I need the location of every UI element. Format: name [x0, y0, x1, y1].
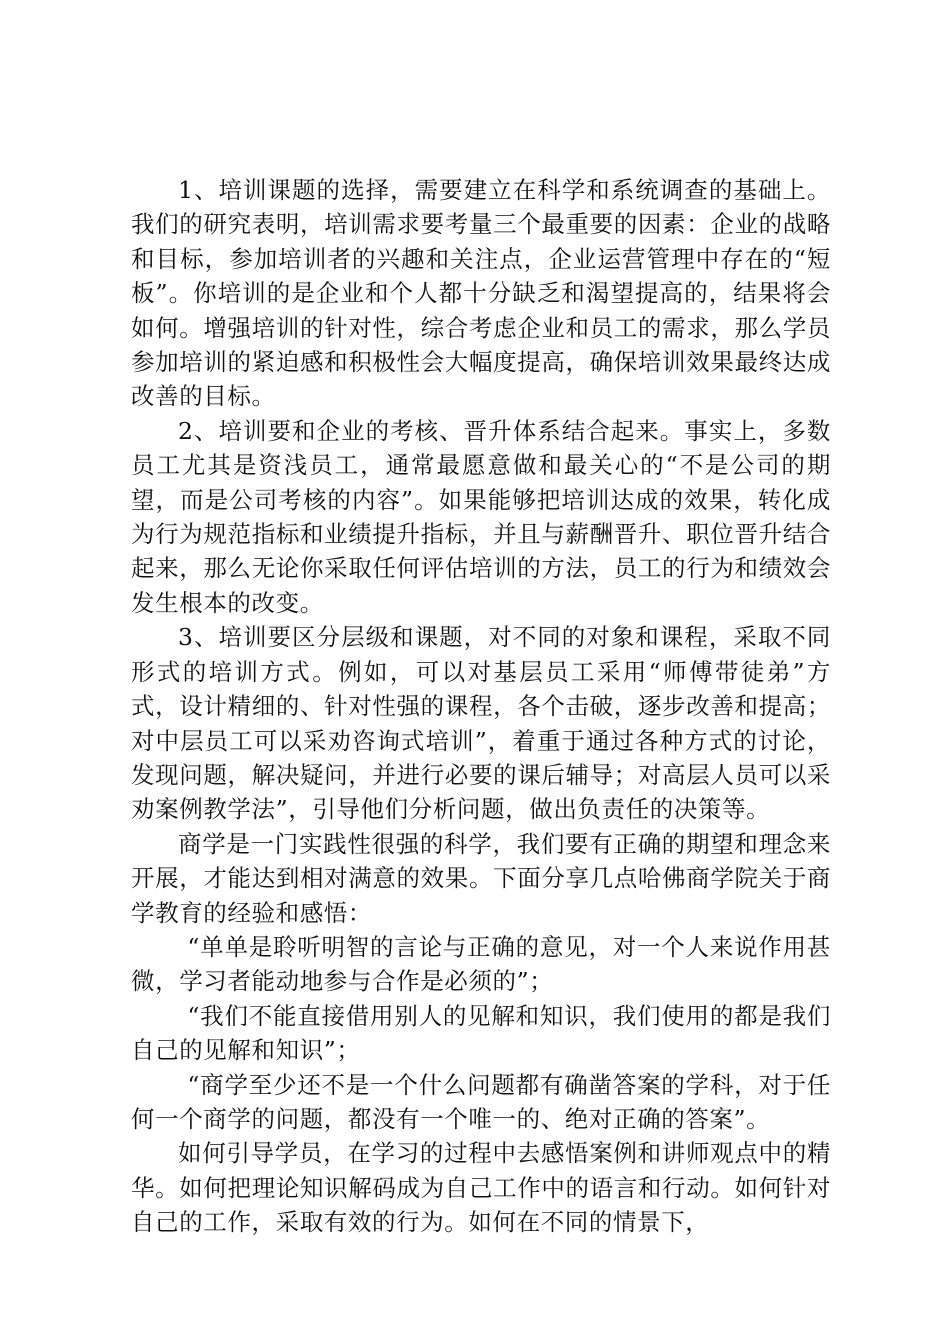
- paragraph-4: 商学是一门实践性很强的科学，我们要有正确的期望和理念来开展，才能达到相对满意的效果。下面分享几点哈佛商学院关于商学教育的经验和感悟：: [131, 829, 831, 927]
- document-body: [131, 173, 831, 1240]
- paragraph-1: 1、培训课题的选择，需要建立在科学和系统调查的基础上。我们的研究表明，培训需求要考量三个最重要的因素：企业的战略和目标，参加培训者的兴趣和关注点，企业运营管理中存在的“短板”。你培训的是企业和个人都十分缺乏和渴望提高的，结果将会如何。增强培训的针对性，综合考虑企业和员工的需求，那么学员参加培训的紧迫感和积极性会大幅度提高，确保培训效果最终达成改善的目标。: [131, 176, 831, 411]
- paragraph-3: 3、培训要区分层级和课题，对不同的对象和课程，采取不同形式的培训方式。例如，可以对基层员工采用“师傅带徒弟”方式，设计精细的、针对性强的课程，各个击破，逐步改善和提高；对中层员工可以采劝咨询式培训”，着重于通过各种方式的讨论，发现问题，解决疑问，并进行必要的课后辅导；对高层人员可以采劝案例教学法”，引导他们分析问题，做出负责任的决策等。: [131, 623, 831, 824]
- quote-1: “单单是聆听明智的言论与正确的意见，对一个人来说作用甚微，学习者能动地参与合作是必须的”；: [131, 932, 831, 996]
- quote-3: “商学至少还不是一个什么问题都有确凿答案的学科，对于任何一个商学的问题，都没有一个唯一的、绝对正确的答案”。: [131, 1070, 831, 1133]
- paragraph-2: 2、培训要和企业的考核、晋升体系结合起来。事实上，多数员工尤其是资浅员工，通常最愿意做和最关心的“不是公司的期望，而是公司考核的内容”。如果能够把培训达成的效果，转化成为行为规范指标和业绩提升指标，并且与薪酬晋升、职位晋升结合起来，那么无论你采取任何评估培训的方法，员工的行为和绩效会发生根本的改变。: [131, 416, 831, 617]
- quote-2: “我们不能直接借用别人的见解和知识，我们使用的都是我们自己的见解和知识”；: [131, 1001, 831, 1065]
- paragraph-5: 如何引导学员，在学习的过程中去感悟案例和讲师观点中的精华。如何把理论知识解码成为自己工作中的语言和行动。如何针对自己的工作，采取有效的行为。如何在不同的情景下，: [131, 1139, 831, 1237]
